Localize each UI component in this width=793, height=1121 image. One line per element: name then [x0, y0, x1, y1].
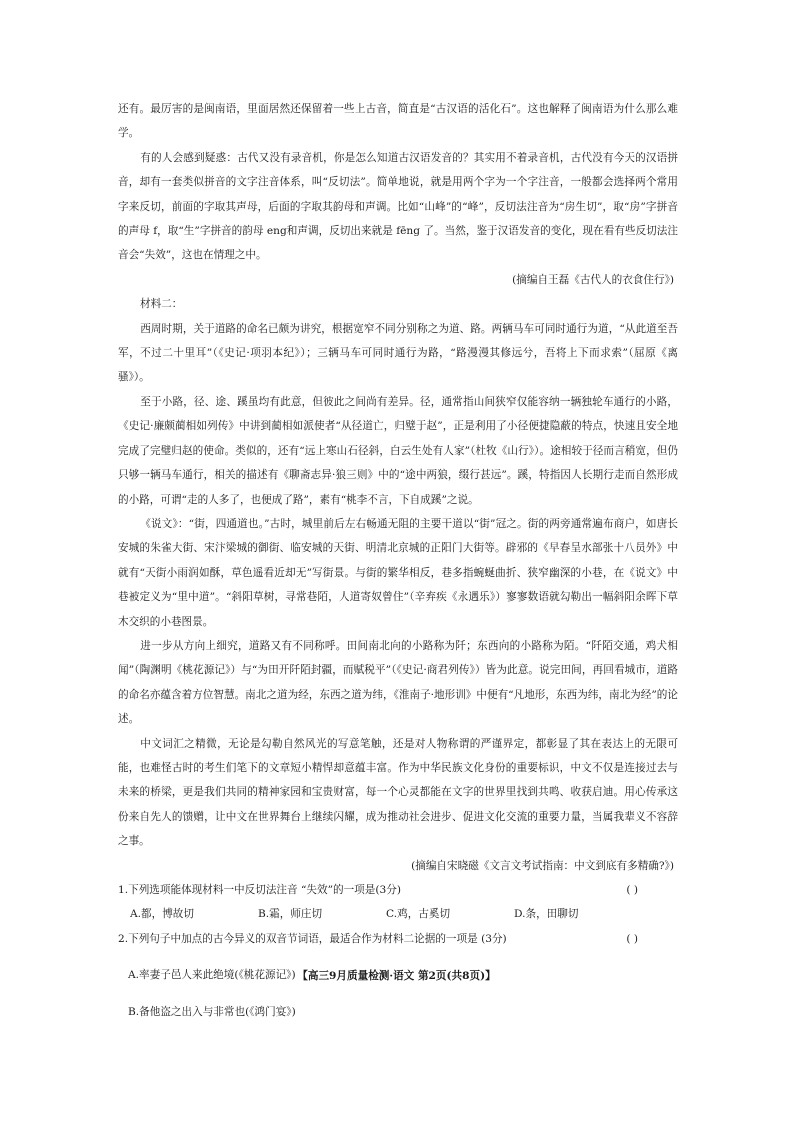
- paragraph-fanqie: 有的人会感到疑惑：古代又没有录音机，你是怎么知道古汉语发音的？其实用不着录音机，古代没有今天的汉语拼音，却有一套类似拼音的文字注音体系，叫“反切法”。简单地说，就是用两个字为一个字注音，一般都会选择两个常用字来反切，前面的字取其声母，后面的字取其韵母和声调。比如“山峰”的“峰”，反切法注音为“房生切”，取“房”字拼音的声母 f，取“生”字拼音的韵母 eng和声调，反切出来就是 fēng 了。当然，鉴于汉语发音的变化，现在看有些反切法注音会“失效”，这也在情理之中。: [118, 151, 678, 262]
- exam-page: [118, 97, 678, 1024]
- source-citation-1: (摘编自王磊《古代人的衣食住行》): [512, 273, 674, 286]
- question-1-options: [130, 902, 678, 926]
- question-1-stem: 1.下列选项能体现材料一中反切法注音 “失效”的一项是(3分): [118, 884, 401, 896]
- question-2: [118, 927, 678, 951]
- question-2-option-a: A.率妻子邑人来此绝境(《桃花源记》): [128, 969, 296, 982]
- answer-blank-2: ( ): [626, 932, 638, 945]
- option-c: C.鸡，古奚切: [386, 908, 451, 921]
- question-2-stem: 2.下列句子中加点的古今异义的双音节词语，最适合作为材料二论据的一项是 (3分): [118, 932, 507, 945]
- paragraph-conclusion: 中文词汇之精微，无论是勾勒自然风光的写意笔触，还是对人物称谓的严谨界定，都彰显了其在表达上的无限可能，也难怪古时的考生们笔下的文章短小精悍却意蕴丰富。作为中华民族文化身份的重要标识，中文不仅是连接过去与未来的桥梁，更是我们共同的精神家园和宝贵财富，每一个心灵都能在文字的世界里找到共鸣、收获启迪。用心传承这份来自先人的馈赠，让中文在世界舞台上继续闪耀，成为推动社会进步、促进文化交流的重要力量，当属我辈义不容辞之事。: [118, 737, 678, 848]
- paragraph-paths: 至于小路，径、途、蹊虽均有此意，但彼此之间尚有差异。径，通常指山间狭窄仅能容纳一辆独轮车通行的小路，《史记·廉颇蔺相如列传》中讲到蔺相如派使者“从径道亡，归璧于赵”，正是利用了小径便捷隐蔽的特点，快速且安全地完成了完璧归赵的使命。类似的，还有“远上寒山石径斜，白云生处有人家”（杜牧《山行》）。途相较于径而言稍宽，但仍只够一辆马车通行，相关的描述有《聊斋志异·狼三则》中的“途中两狼，缀行甚远”。蹊，特指因人长期行走而自然形成的小路，可谓“走的人多了，也便成了路”，素有“桃李不言，下自成蹊”之说。: [118, 395, 678, 506]
- question-2-option-b: B.备他盗之出入与非常也(《鸿门宴》): [128, 1005, 296, 1018]
- option-a: A.都，博故切: [130, 908, 194, 921]
- paragraph-streets: 《说文》：“街，四通道也。”古时，城里前后左右畅通无阻的主要干道以“街”冠之。街的两旁通常遍布商户，如唐长安城的朱雀大街、宋汴梁城的御街、临安城的天街、明清北京城的正阳门大街等。辟邪的《早春呈水部张十八员外》中就有“天街小雨润如酥，草色遥看近却无”写街景。与街的繁华相反，巷多指蜿蜒曲折、狭窄幽深的小巷，在《说文》中巷被定义为“里中道”。“斜阳草树，寻常巷陌，人道寄奴曾住”（辛弃疾《永遇乐》）寥寥数语就勾勒出一幅斜阳余晖下草木交织的小巷图景。: [118, 517, 678, 628]
- answer-blank-1: ( ): [626, 884, 638, 896]
- paragraph-directions: 进一步从方向上细究，道路又有不同称呼。田间南北向的小路称为阡；东西向的小路称为陌。“阡陌交通，鸡犬相闻”（陶渊明《桃花源记》）与“为田开阡陌封疆，而赋税平”（《史记·商君列传》）皆为此意。说完田间，再回看城市，道路的命名亦蕴含着方位智慧。南北之道为经，东西之道为纬，《淮南子·地形训》中便有“凡地形，东西为纬，南北为经”的论述。: [118, 639, 678, 726]
- page-footer: 【高三9月质量检测·语文 第2页(共8页)】: [297, 970, 496, 982]
- option-d: D.条，田聊切: [514, 908, 579, 921]
- question-1: [118, 878, 678, 902]
- option-b: B.霜，师庄切: [258, 908, 323, 921]
- source-citation-2: (摘编自宋晓磁《文言文考试指南：中文到底有多精确?》): [411, 859, 674, 872]
- paragraph-roads: 西周时期，关于道路的命名已颇为讲究，根据宽窄不同分别称之为道、路。两辆马车可同时通行为道，“从此道至吾军，不过二十里耳”（《史记·项羽本纪》）；三辆马车可同时通行为路，“路漫漫其修远兮，吾将上下而求索”（屈原《离骚》）。: [118, 322, 678, 384]
- material-2-heading: 材料二：: [140, 298, 183, 311]
- paragraph-closing-material-1: 还有。最厉害的是闽南语，里面居然还保留着一些上古音，简直是“古汉语的活化石”。这也解释了闽南语为什么那么难学。: [118, 103, 678, 140]
